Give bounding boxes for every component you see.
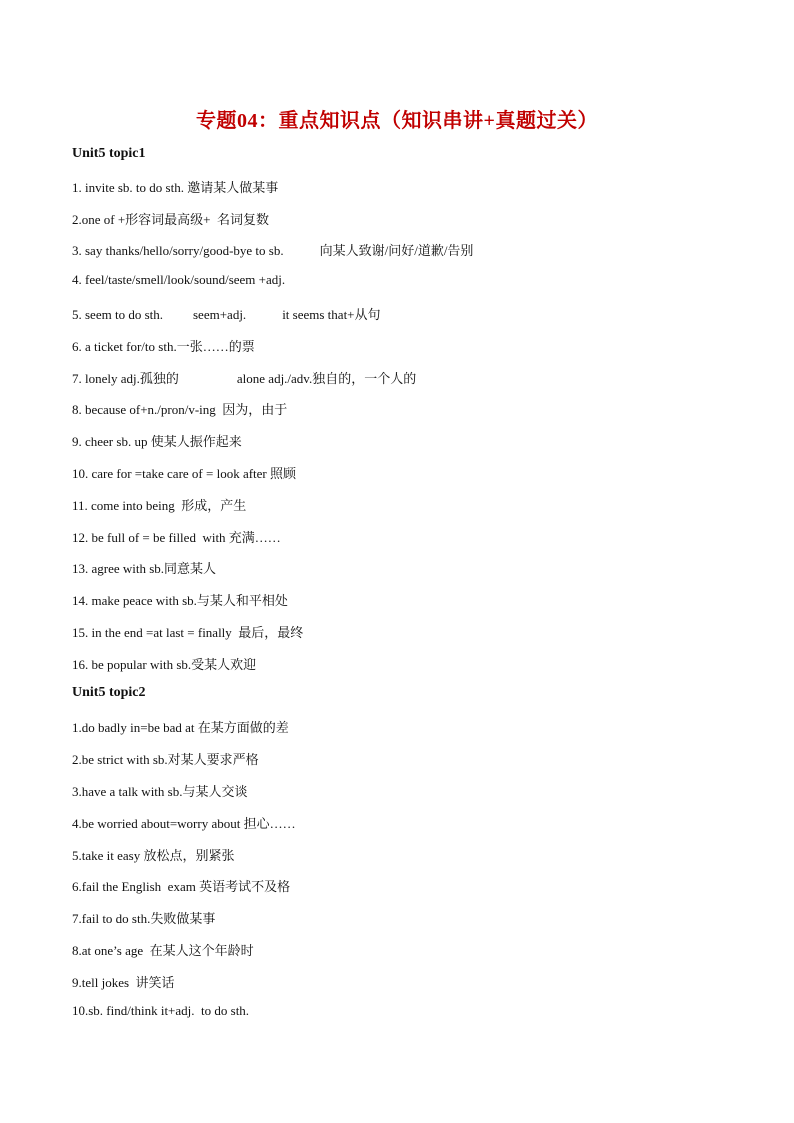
list-item: 1.do badly in=be bad at 在某方面做的差 <box>72 720 289 735</box>
list-item: 13. agree with sb.同意某人 <box>72 561 217 576</box>
list-item: 8.at one’s age 在某人这个年龄时 <box>72 943 254 958</box>
page-title: 专题04：重点知识点（知识串讲+真题过关） <box>196 110 598 132</box>
list-item: 5. seem to do sth. seem+adj. it seems that+从句 <box>72 307 381 322</box>
list-item: 2.one of +形容词最高级+ 名词复数 <box>72 212 270 227</box>
list-item: 3. say thanks/hello/sorry/good-bye to sb. 向某人致谢/问好/道歉/告别 <box>72 243 474 258</box>
list-item: 10.sb. find/think it+adj. to do sth. <box>72 1003 250 1018</box>
list-item: 14. make peace with sb.与某人和平相处 <box>72 593 288 608</box>
list-item: 9.tell jokes 讲笑话 <box>72 975 175 990</box>
list-item: 7.fail to do sth.失败做某事 <box>72 911 216 926</box>
list-item: 9. cheer sb. up 使某人振作起来 <box>72 434 242 449</box>
list-item: 2.be strict with sb.对某人要求严格 <box>72 752 259 767</box>
list-item: 15. in the end =at last = finally 最后，最终 <box>72 625 304 640</box>
list-item: 5.take it easy 放松点，别紧张 <box>72 848 235 863</box>
list-item: 16. be popular with sb.受某人欢迎 <box>72 657 257 672</box>
list-item: 4.be worried about=worry about 担心…… <box>72 816 296 831</box>
list-item: 6.fail the English exam 英语考试不及格 <box>72 879 291 894</box>
section-heading-topic2: Unit5 topic2 <box>72 685 146 700</box>
list-item: 6. a ticket for/to sth.一张……的票 <box>72 339 255 354</box>
list-item: 12. be full of = be filled with 充满…… <box>72 530 281 545</box>
list-item: 4. feel/taste/smell/look/sound/seem +adj. <box>72 272 286 287</box>
list-item: 8. because of+n./pron/v-ing 因为，由于 <box>72 402 288 417</box>
list-item: 10. care for =take care of = look after 照顾 <box>72 466 297 481</box>
list-item: 11. come into being 形成，产生 <box>72 498 247 513</box>
section-heading-topic1: Unit5 topic1 <box>72 146 146 161</box>
list-item: 1. invite sb. to do sth. 邀请某人做某事 <box>72 180 279 195</box>
list-item: 7. lonely adj.孤独的 alone adj./adv.独自的，一个人的 <box>72 371 417 386</box>
list-item: 3.have a talk with sb.与某人交谈 <box>72 784 248 799</box>
